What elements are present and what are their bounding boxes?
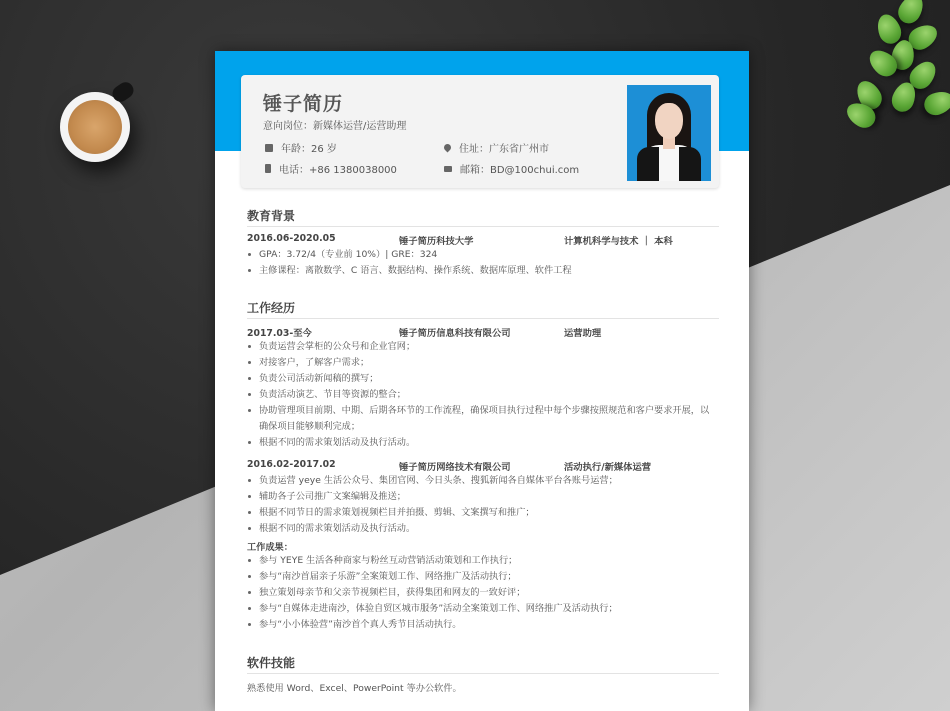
job1-company: 锤子简历信息科技有限公司: [399, 328, 511, 339]
job2-company: 锤子简历网络技术有限公司: [399, 462, 511, 473]
section-divider: [247, 226, 719, 227]
age-text: 年龄：26 岁: [281, 144, 337, 155]
job1-role: 运营助理: [564, 328, 602, 339]
phone-text: 电话：+86 1380038000: [279, 165, 397, 176]
job2-period: 2016.02-2017.02: [247, 459, 336, 470]
section-divider: [247, 673, 719, 674]
profile-photo: [627, 85, 711, 181]
age-info: [265, 140, 337, 155]
email-text: 邮箱：BD@100chui.com: [460, 165, 580, 176]
address-text: 住址：广东省广州市: [459, 144, 549, 155]
education-title: 教育背景: [247, 209, 296, 223]
location-pin-icon: [443, 143, 453, 153]
email-info: [444, 161, 579, 176]
work-title: 工作经历: [247, 301, 296, 315]
job-intention: 意向岗位：新媒体运营/运营助理: [263, 121, 407, 132]
address-info: [444, 140, 549, 155]
education-school: 锤子简历科技大学: [399, 236, 474, 247]
education-major: 计算机科学与技术 ｜ 本科: [564, 236, 673, 247]
job2-role: 活动执行/新媒体运营: [564, 462, 652, 473]
resume-page: 锤子简历 意向岗位：新媒体运营/运营助理 年龄：26 岁 住址：广东省广州市 电话：+86 1380038000 邮箱：BD@100chui.com 教育背景 2016.06-2020.05 锤子简历科技大学 计算机科学与技术 ｜ 本科 GPA：3.72/4（专业前 10%）| GRE：324 主修课程：离散数学、C 语言、数据结构、操作系统、数据库原理、软件工程 工作经历 2017.03-至今 锤子简历信息科技有限公司 运营助理 负责运营会掌柜的公众号和企业官网； 对接客户，了解客户需求； 负责公司活动新闻稿的撰写； 负责活动演艺、节目等资源的整合； 协助管理项目前期、中期、后期各环节的工作流程，确保项目执行过程中每个步骤按照规范和客户要求开展，以 确保项目能够顺利完成； 根据不同的需求策划活动及执行活动。 2016.02-2017.02 锤子简历网络技术有限公司 活动执行/新媒体运营 负责运营 yeye 生活公众号、集团官网、今日头条、搜狐新闻各自媒体平台各账号运营； 辅助各子公司推广文案编辑及推送； 根据不同节日的需求策划视频栏目并拍摄、剪辑、文案撰写和推广； 根据不同的需求策划活动及执行活动。 工作成果： 参与 YEYE 生活各种商家与粉丝互动营销活动策划和工作执行； 参与“南沙首届亲子乐游”全案策划工作、网络推广及活动执行； 独立策划母亲节和父亲节视频栏目，获得集团和网友的一致好评； 参与“自媒体走进南沙，体验自贸区城市服务”活动全案策划工作、网络推广及活动执行； 参与“小小体验营”南沙首个真人秀节目活动执行。 软件技能 熟悉使用 Word、Excel、PowerPoint 等办公软件。: [215, 51, 749, 711]
education-period: 2016.06-2020.05: [247, 233, 336, 244]
achievements-label: 工作成果：: [247, 542, 293, 553]
coffee-cup-icon: [60, 92, 130, 162]
job1-period: 2017.03-至今: [247, 328, 312, 339]
phone-icon: [265, 164, 271, 173]
calendar-icon: [265, 144, 273, 152]
coffee-icon: [68, 100, 122, 154]
profile-card: [241, 75, 719, 188]
mail-icon: [444, 166, 452, 172]
resume-name: 锤子简历: [263, 93, 344, 115]
section-divider: [247, 318, 719, 319]
skills-text: 熟悉使用 Word、Excel、PowerPoint 等办公软件。: [247, 683, 462, 694]
phone-info: [265, 161, 397, 176]
skills-title: 软件技能: [247, 656, 296, 670]
